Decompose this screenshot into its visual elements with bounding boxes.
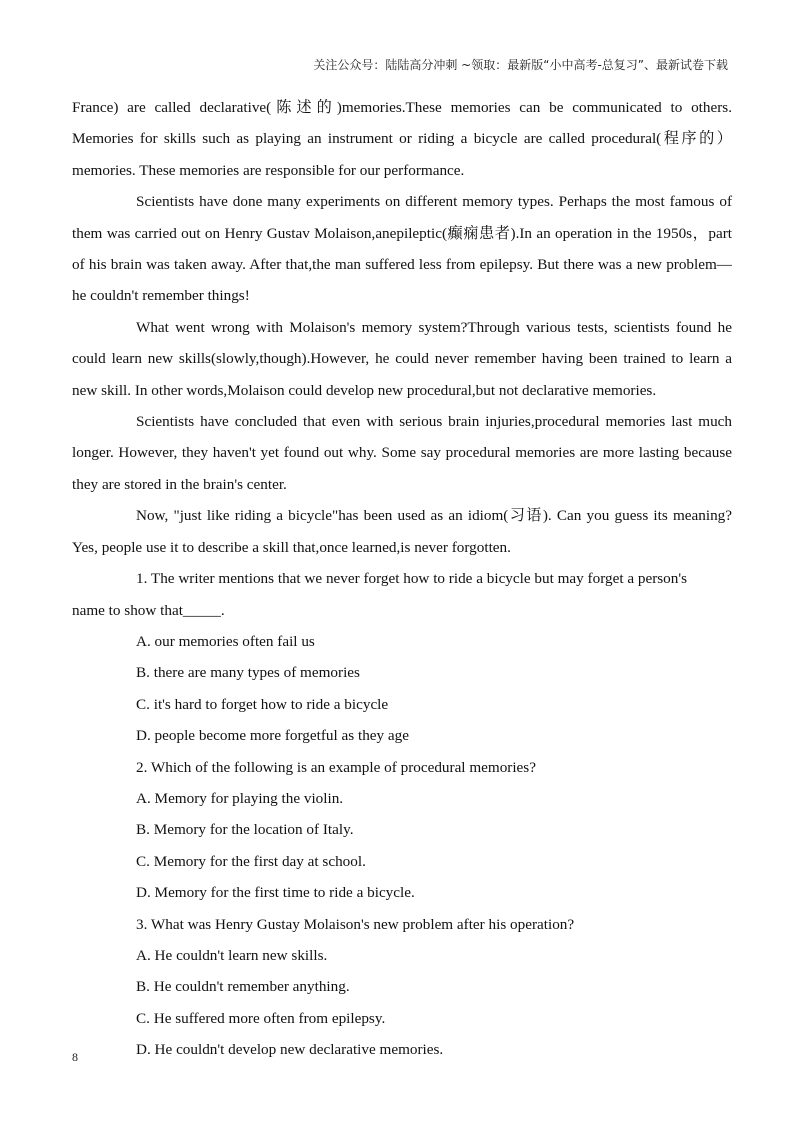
question-1-stem-cont: name to show that_____. <box>72 601 225 619</box>
question-1-option-d: D. people become more forgetful as they age <box>136 727 409 745</box>
question-2-option-d: D. Memory for the first time to ride a bicycle. <box>136 884 415 902</box>
question-3-option-b: B. He couldn't remember anything. <box>136 978 350 996</box>
question-3-stem: 3. What was Henry Gustay Molaison's new problem after his operation? <box>136 915 575 933</box>
question-2-option-a: A. Memory for playing the violin. <box>136 789 344 807</box>
paragraph-2: Scientists have done many experiments on different memory types. Perhaps the most famous of them was carried out on Henry Gustav Molaison,anepileptic(癫痫患者).In an operation in the 1950s，part of his brain was taken away. After that,the man suffered less from epilepsy. But there was a new problem—he couldn't remember things! <box>72 193 732 305</box>
question-3-option-d: D. He couldn't develop new declarative memories. <box>136 1041 444 1059</box>
paragraph-5: Now, "just like riding a bicycle"has been used as an idiom(习语). Can you guess its meaning? Yes, people use it to describe a skill that,once learned,is never forgotten. <box>72 507 732 556</box>
page-number: 8 <box>72 1050 78 1064</box>
question-3-option-a: A. He couldn't learn new skills. <box>136 946 328 964</box>
paragraph-1: France) are called declarative(陈述的)memories.These memories can be communicated to others. Memories for skills such as playing an instrument or riding a bicycle are called procedural(程序的）memories. These memories are responsible for our performance. <box>72 99 732 179</box>
question-2-option-c: C. Memory for the first day at school. <box>136 852 366 870</box>
question-1-option-c: C. it's hard to forget how to ride a bicycle <box>136 695 389 713</box>
question-2-stem: 2. Which of the following is an example of procedural memories? <box>136 758 536 776</box>
paragraph-3: What went wrong with Molaison's memory system?Through various tests, scientists found he could learn new skills(slowly,though).However, he could never remember having been trained to learn a new skill. In other words,Molaison could develop new procedural,but not declarative memories. <box>72 318 732 399</box>
question-3-option-c: C. He suffered more often from epilepsy. <box>136 1009 386 1027</box>
passage-body <box>72 92 732 1066</box>
header-promo: 关注公众号：陆陆高分冲刺 ~领取：最新版“小中高考-总复习”、最新试卷下载 <box>313 58 728 72</box>
question-1-option-a: A. our memories often fail us <box>136 632 315 650</box>
question-2-option-b: B. Memory for the location of Italy. <box>136 821 354 839</box>
paragraph-4: Scientists have concluded that even with serious brain injuries,procedural memories last much longer. However, they haven't yet found out why. Some say procedural memories are more lasting because they are stored in the brain's center. <box>72 413 732 493</box>
question-1-stem: 1. The writer mentions that we never forget how to ride a bicycle but may forget a person's <box>136 570 688 588</box>
question-1-option-b: B. there are many types of memories <box>136 664 360 682</box>
